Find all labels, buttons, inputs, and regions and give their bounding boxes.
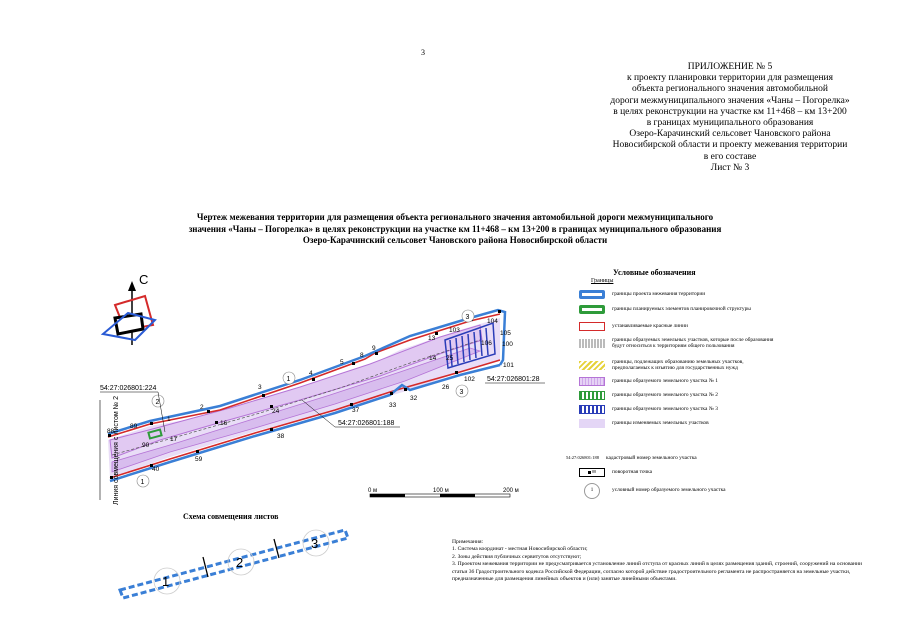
compass-label: С [139, 272, 149, 287]
parcel-number: 2 [155, 399, 160, 406]
point-label: 100 [502, 341, 513, 348]
point-label: 101 [503, 362, 514, 369]
parcel-number-icon: 1 [579, 486, 605, 495]
legend-label: поворотная точка [612, 469, 653, 476]
legend-label: границы изменяемых земельных участков [612, 420, 709, 427]
legend-label: границы образуемого земельного участка № 1 [612, 378, 718, 385]
point-label: 14 [429, 355, 437, 362]
point-label: 5 [340, 359, 344, 366]
legend-item [579, 486, 782, 495]
note-item: 1. Система координат - местная Новосибирской области; [452, 546, 588, 553]
appendix-line: ПРИЛОЖЕНИЕ № 5 [687, 62, 773, 72]
legend-label: границы образуемого земельного участка № 3 [612, 406, 718, 413]
legend-label: границы образуемых земельных участков, которые после образования будут относиться к территориям общего пользования [612, 337, 774, 350]
point-label: 4 [309, 370, 313, 377]
parcel-number: 3 [465, 314, 470, 321]
compass-icon [103, 272, 155, 345]
title-line: Чертеж межевания территории для размещения объекта регионального значения автомобильной дороги межмуниципального [196, 212, 714, 222]
legend-item [579, 468, 782, 477]
scale-bar [368, 488, 519, 497]
scale-label: 0 м [368, 488, 378, 494]
note-item: 2. Зоны действия публичных сервитутов отсутствуют; [452, 553, 582, 560]
point-label: 89 [130, 423, 138, 430]
legend-label: устанавливаемые красные линии [612, 323, 688, 330]
appendix-line: объекта регионального значения автомобильной [632, 84, 828, 95]
sheet-scheme [120, 530, 348, 598]
legend-label: условный номер образуемого земельного участка [612, 487, 726, 494]
legend-item [579, 405, 782, 414]
legend-label: границы проекта межевания территории [612, 291, 706, 298]
title-line: Озеро-Карачинский сельсовет Чановского района Новосибирской области [302, 235, 608, 245]
legend-symbol [579, 405, 605, 414]
legend-symbol [579, 377, 605, 386]
legend-item [579, 337, 782, 350]
scheme-sheet-number: 3 [311, 536, 319, 551]
parcel-1-area [110, 325, 482, 458]
scale-label: 100 м [433, 488, 449, 494]
point-label: 102 [464, 376, 475, 383]
sheet-number: Лист № 3 [710, 162, 750, 173]
scheme-title: Схема совмещения листов [183, 512, 279, 521]
appendix-line: Новосибирской области и проекту межевания территории [612, 140, 848, 151]
appendix-line: в границах муниципального образования [646, 118, 814, 129]
legend-symbol [579, 290, 605, 299]
point-label: 2 [200, 404, 204, 411]
appendix-line: в целях реконструкции на участке км 11+468 – км 13+200 [613, 106, 847, 117]
point-label: 37 [352, 407, 360, 414]
legend-item [579, 377, 782, 386]
legend-item [566, 455, 776, 461]
point-label: 105 [500, 330, 511, 337]
title-line: значения «Чаны – Погорелка» в целях реконструкции на участке км 11+468 – км 13+200 в границах муниципального образования [188, 223, 722, 234]
legend-item [579, 391, 782, 400]
appendix-line: дороги межмуниципального значения «Чаны – Погорелка» [610, 95, 850, 106]
scale-label: 200 м [503, 488, 519, 494]
legend-item [579, 290, 782, 299]
point-label: 1 [167, 416, 171, 423]
notes [452, 539, 872, 583]
cadastral-number: 54:27:026801:224 [100, 385, 157, 392]
point-label: 16 [220, 420, 228, 427]
point-label: 33 [389, 402, 397, 409]
legend-symbol [579, 339, 605, 348]
legend-item [579, 359, 782, 372]
legend-symbol [579, 322, 605, 331]
sheet-joining-label: Линия совмещения с листом № 2 [113, 396, 120, 505]
point-label: 90 [142, 442, 150, 449]
point-label: 32 [410, 395, 418, 402]
point-label: 59 [195, 456, 203, 463]
point-label: 3 [258, 384, 262, 391]
turn-point-icon: 88 [579, 468, 605, 477]
legend-title: Условные обозначения [613, 268, 696, 277]
point-label: 9 [372, 345, 376, 352]
legend-label: границы образуемого земельного участка № 2 [612, 392, 718, 399]
point-label: 13 [428, 335, 436, 342]
note-item: 3. Проектом межевания территории не предусматривается установление линий отступа от красных линий в целях размещения зданий, строений, сооружений на основании статьи 36 Градостроительного кодекса Российской Федерации, согласно которой действие градостроительного регламента не распространяется на земельные участки, предназначенные для размещения линейных объектов и (или) занятые линейными объектами. [452, 561, 862, 583]
appendix-line: в его составе [703, 151, 757, 162]
point-label: 8 [360, 352, 364, 359]
point-label: 26 [442, 384, 450, 391]
cadastral-number: 54:27:026801:28 [487, 376, 540, 383]
point-label: 40 [152, 466, 160, 473]
legend-symbol [579, 305, 605, 314]
legend-label: границы, подлежащих образованию земельных участков, предполагаемых к изъятию для государственных нужд [612, 359, 744, 372]
appendix-line: Озеро-Карачинский сельсовет Чановского района [629, 129, 831, 140]
appendix-line: к проекту планировки территории для размещения [626, 73, 834, 84]
legend-symbol [579, 419, 605, 428]
page-number: 3 [421, 48, 425, 57]
legend-item [579, 305, 782, 314]
parcel-number: 1 [286, 376, 291, 383]
parcel-number: 1 [140, 479, 145, 486]
cadastral-number: 54:27:026801:188 [338, 420, 395, 427]
point-label: 25 [446, 355, 454, 362]
legend-label: границы планируемых элементов планировочной структуры [612, 306, 751, 313]
scheme-sheet-number: 2 [236, 555, 244, 570]
parcel-number: 3 [459, 389, 464, 396]
point-label: 38 [277, 433, 285, 440]
legend-subtitle: Границы [591, 278, 614, 284]
point-label: 103 [449, 327, 460, 334]
point-label: 106 [481, 340, 492, 347]
scheme-sheet-number: 1 [162, 574, 170, 589]
legend-label: кадастровый номер земельного участка [606, 455, 697, 461]
legend-symbol [579, 391, 605, 400]
legend-cadastre-sample: 54:27:026801:188 [566, 455, 600, 460]
legend-item [579, 322, 782, 331]
notes-heading: Примечания: [452, 539, 484, 545]
point-label: 24 [272, 408, 280, 415]
legend-item [579, 419, 782, 428]
legend-symbol [579, 361, 605, 370]
point-label: 88 [107, 428, 115, 435]
point-label: 17 [170, 436, 178, 443]
point-label: 104 [487, 318, 498, 325]
